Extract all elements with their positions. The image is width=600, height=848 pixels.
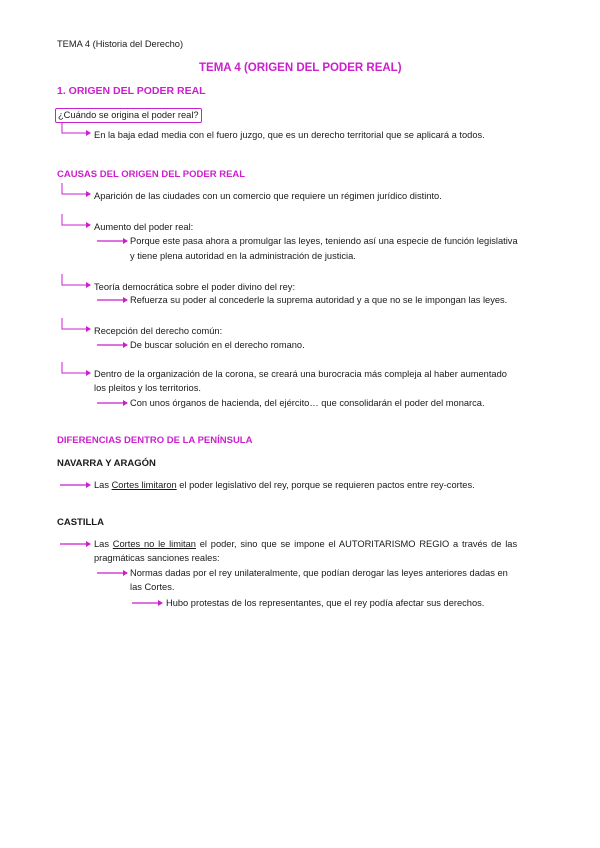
causa-item-4: Recepción del derecho común: bbox=[94, 326, 223, 336]
section-heading-causas: CAUSAS DEL ORIGEN DEL PODER REAL bbox=[57, 169, 246, 180]
causa-item-5-line-1: Dentro de la organización de la corona, se creará una burocracia más compleja al haber aumentado bbox=[94, 369, 507, 379]
question-box: ¿Cuándo se origina el poder real? bbox=[55, 108, 202, 123]
navarra-text bbox=[94, 479, 475, 492]
causa-item-2: Aumento del poder real: bbox=[94, 222, 194, 232]
arrow-right-icon bbox=[59, 480, 93, 490]
castilla-line-2: pragmáticas sanciones reales: bbox=[94, 553, 220, 563]
arrow-right-icon bbox=[96, 340, 130, 350]
causa-item-5-sub: Con unos órganos de hacienda, del ejército… que consolidarán el poder del monarca. bbox=[130, 398, 485, 408]
castilla-sub-line-2: las Cortes. bbox=[130, 582, 175, 592]
causa-item-3: Teoría democrática sobre el poder divino del rey: bbox=[94, 282, 296, 292]
causa-item-3-sub: Refuerza su poder al concederle la suprema autoridad y a que no se le impongan las leyes. bbox=[130, 295, 508, 305]
arrow-right-icon bbox=[96, 295, 130, 305]
navarra-prefix: Las bbox=[94, 480, 112, 490]
running-header: TEMA 4 (Historia del Derecho) bbox=[57, 39, 184, 49]
answer-text: En la baja edad media con el fuero juzgo, que es un derecho territorial que se aplicará a todos. bbox=[94, 130, 485, 140]
arrow-right-icon bbox=[59, 539, 93, 549]
navarra-rest: el poder legislativo del rey, porque se requieren pactos entre rey-cortes. bbox=[176, 480, 475, 490]
causa-item-2-sub-line-1: Porque este pasa ahora a promulgar las leyes, teniendo así una especie de función legislativa bbox=[130, 236, 518, 246]
arrow-right-icon bbox=[96, 236, 130, 246]
causa-item-5-line-2: los pleitos y los territorios. bbox=[94, 383, 201, 393]
causa-item-2-sub-line-2: y tiene plena autoridad en la administración de justicia. bbox=[130, 251, 356, 261]
l-arrow-icon bbox=[61, 122, 93, 136]
castilla-subsub: Hubo protestas de los representantes, que el rey podía afectar sus derechos. bbox=[166, 598, 485, 608]
castilla-prefix: Las bbox=[94, 539, 113, 549]
arrow-right-icon bbox=[131, 598, 165, 608]
arrow-right-icon bbox=[96, 398, 130, 408]
subheading-navarra: NAVARRA Y ARAGÓN bbox=[57, 458, 156, 469]
castilla-line-1 bbox=[94, 538, 517, 551]
subheading-castilla: CASTILLA bbox=[57, 517, 104, 528]
section-heading-origen: 1. ORIGEN DEL PODER REAL bbox=[57, 85, 206, 97]
causa-item-4-sub: De buscar solución en el derecho romano. bbox=[130, 340, 305, 350]
castilla-underlined: Cortes no le limitan bbox=[112, 539, 196, 549]
l-arrow-icon bbox=[61, 318, 93, 332]
page-title: TEMA 4 (ORIGEN DEL PODER REAL) bbox=[199, 62, 402, 74]
l-arrow-icon bbox=[61, 274, 93, 288]
section-heading-diferencias: DIFERENCIAS DENTRO DE LA PENÍNSULA bbox=[57, 435, 253, 446]
l-arrow-icon bbox=[61, 214, 93, 228]
l-arrow-icon bbox=[61, 362, 93, 376]
arrow-right-icon bbox=[96, 568, 130, 578]
castilla-rest: el poder, sino que se impone el AUTORITARISMO REGIO a través de las bbox=[195, 539, 518, 549]
causa-item-1: Aparición de las ciudades con un comercio que requiere un régimen jurídico distinto. bbox=[94, 191, 442, 201]
castilla-sub-line-1: Normas dadas por el rey unilateralmente, que podían derogar las leyes anteriores dadas en bbox=[130, 568, 508, 578]
l-arrow-icon bbox=[61, 183, 93, 197]
navarra-underlined: Cortes limitaron bbox=[111, 480, 177, 490]
